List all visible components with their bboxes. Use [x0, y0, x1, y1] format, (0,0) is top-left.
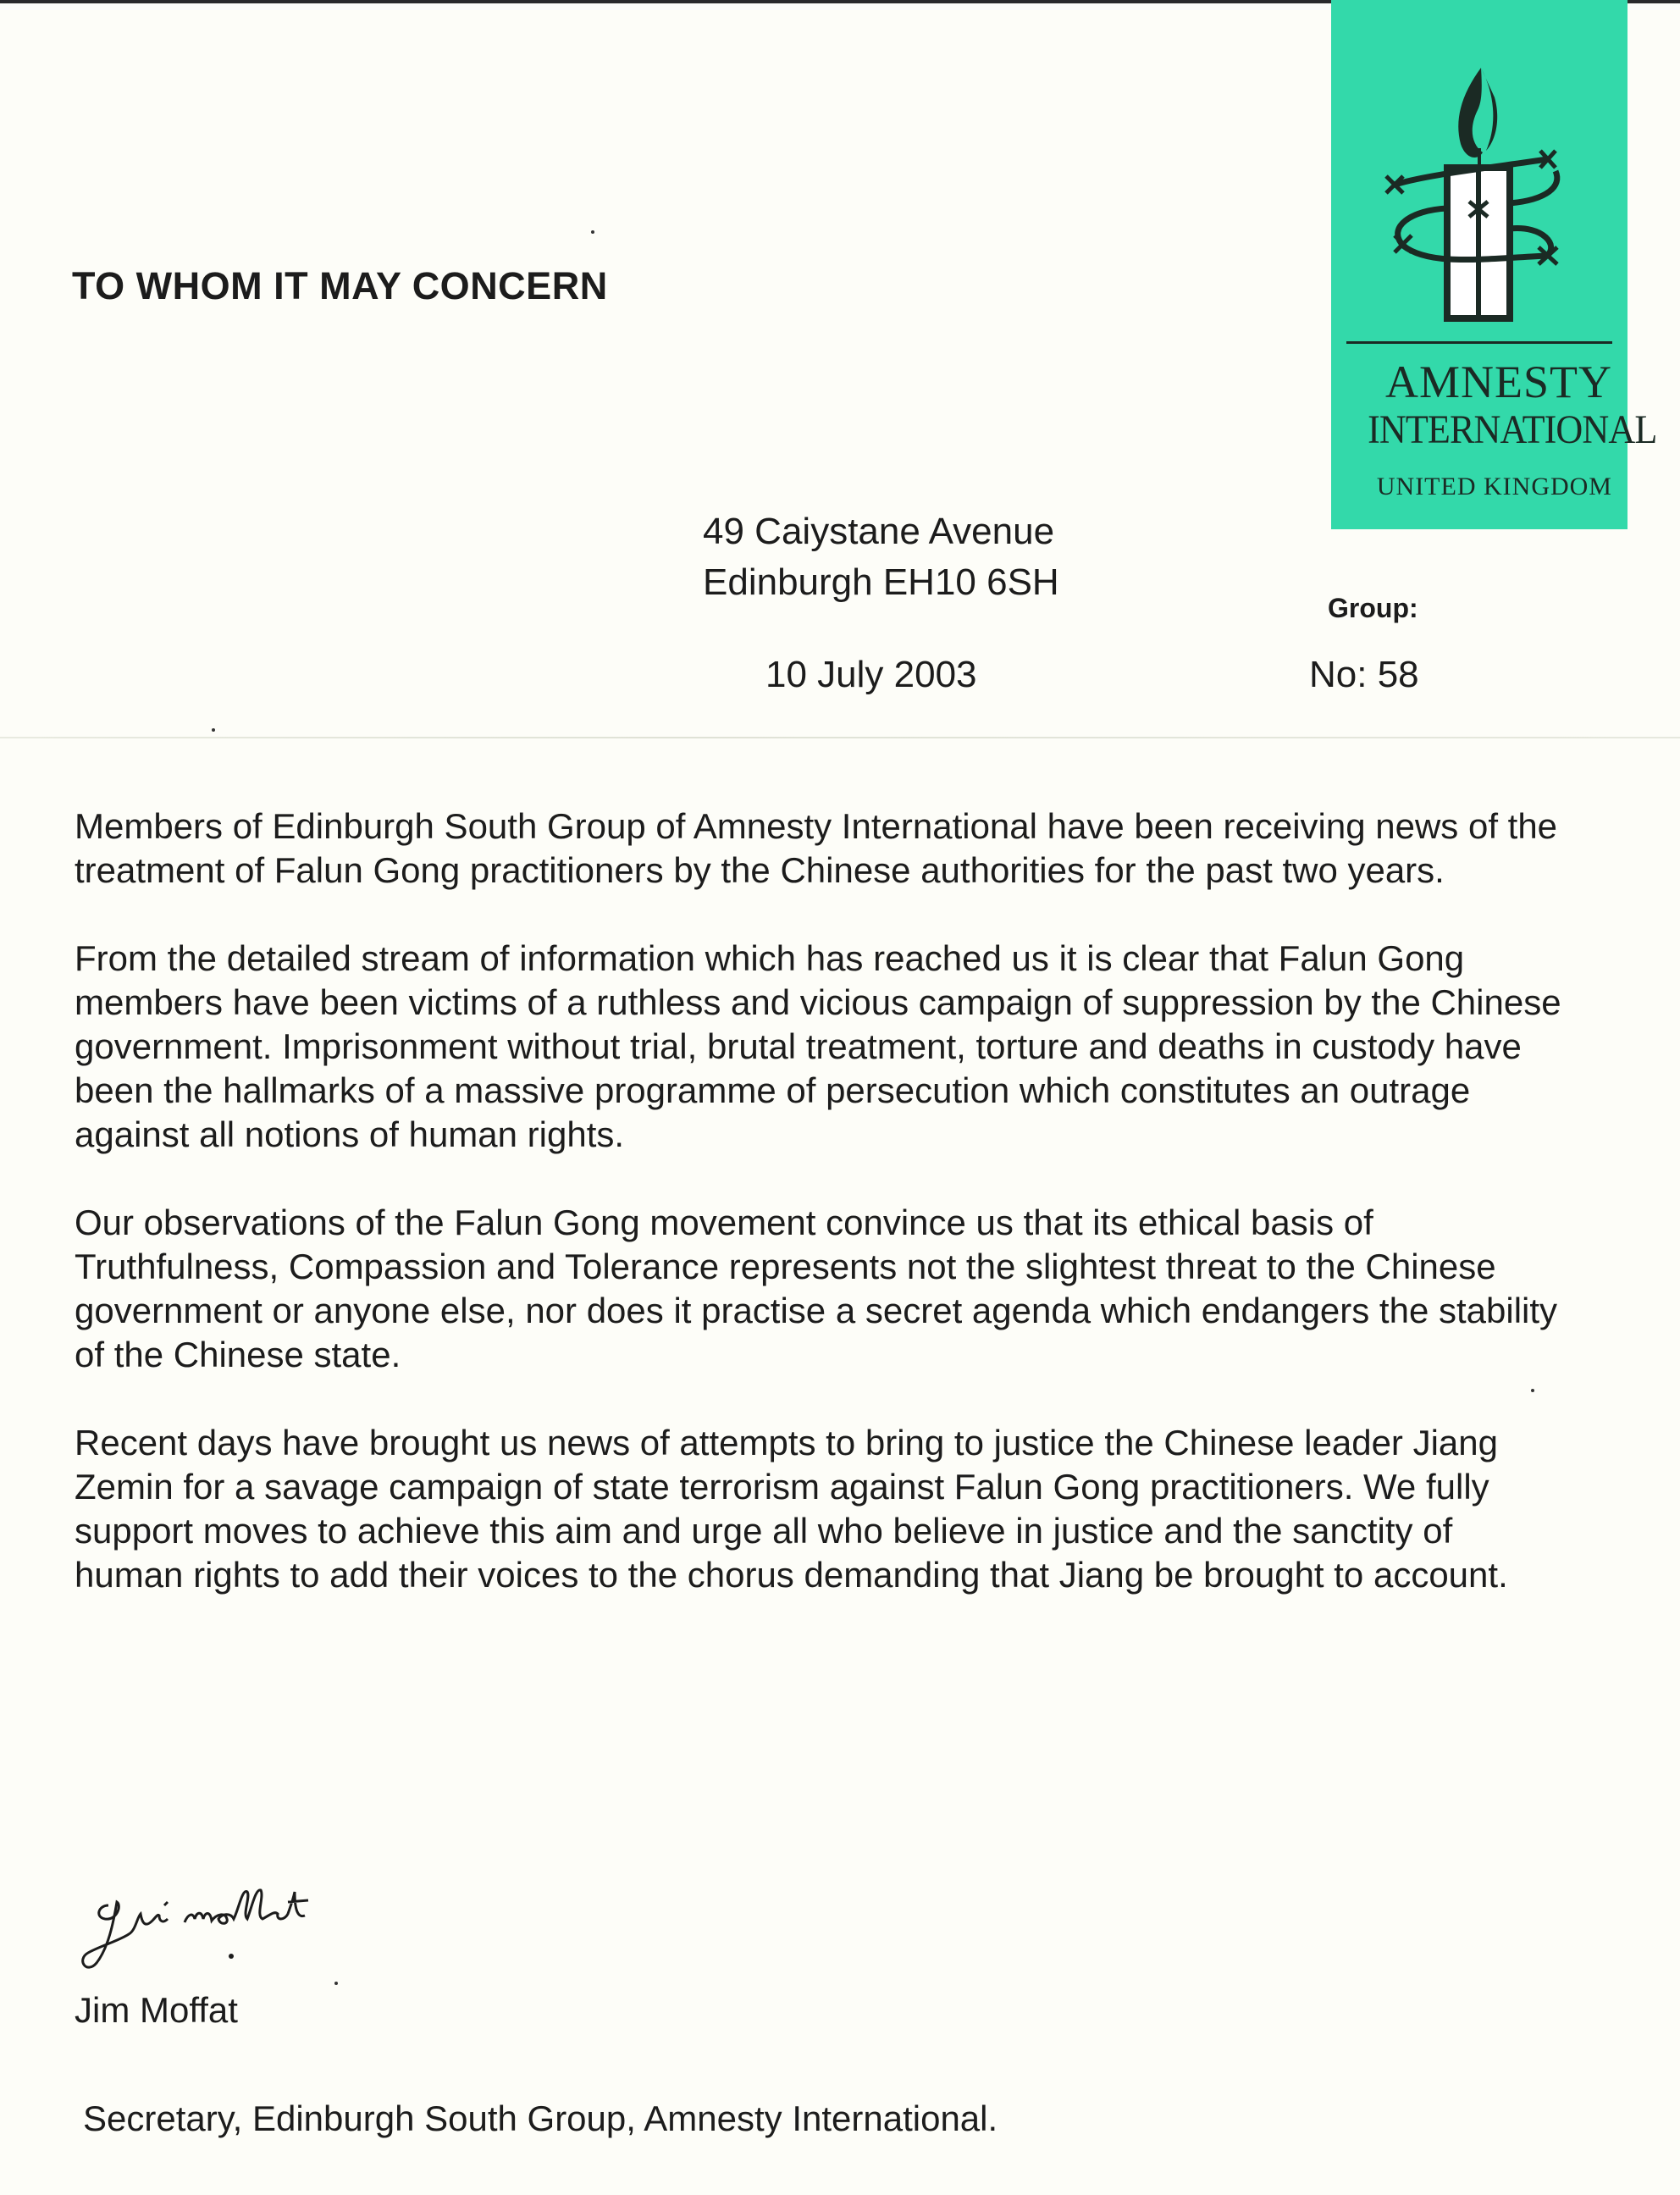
- group-number: No: 58: [1309, 654, 1419, 695]
- paper-speck: [591, 230, 594, 234]
- body-paragraph-3: Our observations of the Falun Gong movement convince us that its ethical basis of Truthfulness, Compassion and Tolerance represents not the slightest threat to the Chinese government or anyone else, nor does it practise a secret agenda which endangers the stability of the Chinese state.: [75, 1203, 1558, 1374]
- logo-text-united-kingdom: UNITED KINGDOM: [1376, 473, 1612, 500]
- candle-barbed-wire-icon: [1378, 59, 1581, 330]
- group-label: Group:: [1328, 593, 1418, 623]
- paper-fold: [0, 737, 1680, 738]
- body-paragraph-2: From the detailed stream of information which has reached us it is clear that Falun Gong members have been victims of a ruthless and vicious campaign of suppression by the Chinese government. Imprisonment without trial, brutal treatment, torture and deaths in custody have been the hallmarks of a massive programme of persecution which constitutes an outrage against all notions of human rights.: [75, 938, 1561, 1154]
- logo-text-amnesty: AMNESTY: [1384, 357, 1612, 407]
- address-line-1: 49 Caiystane Avenue: [703, 511, 1055, 552]
- body-paragraph-1: Members of Edinburgh South Group of Amnesty International have been receiving news of the treatment of Falun Gong practitioners by the Chinese authorities for the past two years.: [75, 806, 1558, 890]
- letter-heading: TO WHOM IT MAY CONCERN: [72, 264, 608, 307]
- signer-name: Jim Moffat: [75, 1990, 238, 2030]
- paper-speck: [1531, 1389, 1534, 1392]
- letter-body: [75, 804, 1565, 1641]
- address-line-2: Edinburgh EH10 6SH: [703, 561, 1059, 603]
- handwritten-signature: [75, 1872, 447, 1973]
- logo-divider: [1346, 341, 1612, 344]
- logo-text-international: INTERNATIONAL: [1368, 407, 1657, 452]
- sender-address: [703, 506, 1059, 608]
- body-paragraph-4: Recent days have brought us news of attempts to bring to justice the Chinese leader Jiang Zemin for a savage campaign of state terrorism against Falun Gong practitioners. We fully support moves to achieve this aim and urge all who believe in justice and the sanctity of human rights to add their voices to the chorus demanding that Jiang be brought to account.: [75, 1423, 1508, 1595]
- letter-date: 10 July 2003: [765, 654, 977, 695]
- amnesty-logo: [1331, 0, 1657, 529]
- paper-speck: [212, 728, 215, 732]
- signer-title: Secretary, Edinburgh South Group, Amnesty International.: [83, 2098, 998, 2138]
- paper-speck: [334, 1982, 338, 1985]
